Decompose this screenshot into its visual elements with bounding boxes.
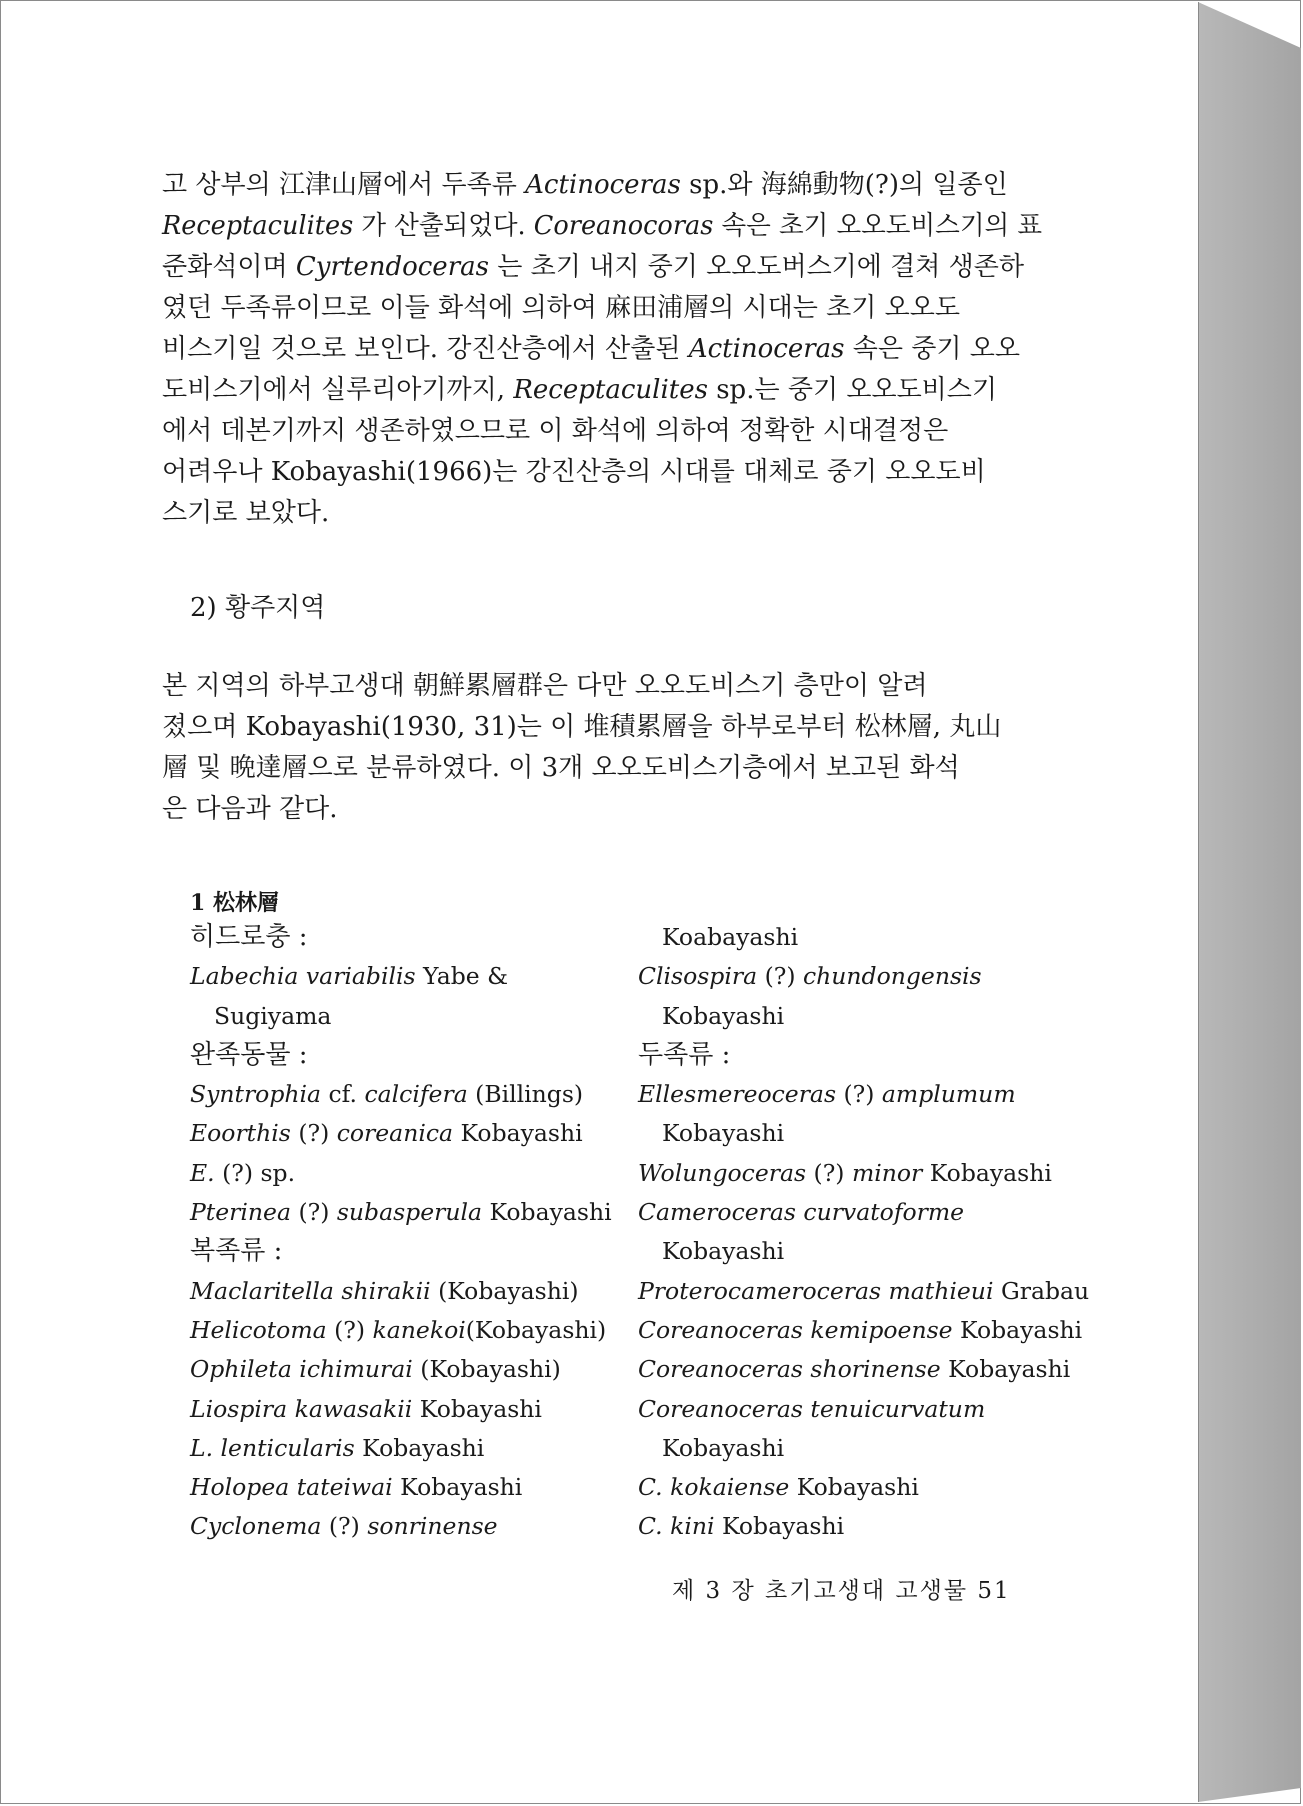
species-entry: Eoorthis (?) coreanica Kobayashi [190, 1119, 583, 1148]
species-entry: Pterinea (?) subasperula Kobayashi [190, 1198, 612, 1227]
species-entry: Holopea tateiwai Kobayashi [190, 1473, 523, 1502]
species-continuation: Kobayashi [662, 1119, 785, 1148]
intro-paragraph [162, 165, 1042, 534]
page-footer: 제 3 장 초기고생대 고생물 51 [672, 1578, 1011, 1604]
species-entry: E. (?) sp. [190, 1158, 296, 1187]
paragraph-line: 은 다음과 같다. [162, 794, 338, 824]
paragraph-line: 본 지역의 하부고생대 朝鮮累層群은 다만 오오도비스기 층만이 알려 [162, 671, 928, 701]
species-entry: Coreanoceras tenuicurvatum [638, 1394, 986, 1423]
intro-line: Receptaculites 가 산출되었다. Coreanocoras 속은 초기 오오도비스기의 표 [162, 211, 1042, 241]
page-stack-edge [1198, 2, 1301, 1802]
fossil-list-right [638, 918, 1089, 1547]
species-entry: Cyclonema (?) sonrinense [190, 1512, 498, 1541]
species-continuation: Koabayashi [662, 923, 799, 951]
category-heading: 두족류 : [638, 1039, 731, 1070]
intro-line: 준화석이며 Cyrtendoceras 는 초기 내지 중기 오오도버스기에 결쳐 생존하 [162, 252, 1025, 282]
species-entry: Ophileta ichimurai (Kobayashi) [190, 1355, 561, 1384]
intro-line: 에서 데본기까지 생존하였으므로 이 화석에 의하여 정확한 시대결정은 [162, 416, 949, 446]
intro-line: 비스기일 것으로 보인다. 강진산층에서 산출된 Actinoceras 속은 중기 오오 [162, 334, 1021, 364]
intro-line: 였던 두족류이므로 이들 화석에 의하여 麻田浦層의 시대는 초기 오오도 [162, 293, 961, 323]
species-continuation: Sugiyama [214, 1001, 332, 1030]
species-entry: Wolungoceras (?) minor Kobayashi [638, 1158, 1052, 1187]
species-entry: Syntrophia cf. calcifera (Billings) [190, 1080, 584, 1109]
species-continuation: Kobayashi [662, 1237, 785, 1266]
intro-line: 고 상부의 江津山層에서 두족류 Actinoceras sp.와 海綿動物(?)의 일종인 [162, 170, 1008, 200]
species-entry: Liospira kawasakii Kobayashi [190, 1394, 542, 1423]
species-entry: Clisospira (?) chundongensis [638, 962, 982, 991]
fossil-list-left [190, 918, 612, 1547]
list-heading: 1 松林層 [190, 890, 279, 916]
intro-line: 스기로 보았다. [162, 498, 330, 528]
paragraph-line: 層 및 晩達層으로 분류하였다. 이 3개 오오도비스기층에서 보고된 화석 [162, 753, 960, 783]
category-heading: 완족동물 : [190, 1039, 308, 1070]
species-entry: C. kokaiense Kobayashi [638, 1473, 919, 1502]
species-entry: Ellesmereoceras (?) amplumum [638, 1080, 1016, 1109]
section-title: 2) 황주지역 [190, 593, 326, 623]
species-entry: C. kini Kobayashi [638, 1512, 845, 1541]
intro-line: 어려우나 Kobayashi(1966)는 강진산층의 시대를 대체로 중기 오오도비 [162, 457, 986, 487]
paragraph-line: 졌으며 Kobayashi(1930, 31)는 이 堆積累層을 하부로부터 松林層, 丸山 [162, 712, 1002, 742]
species-entry: Labechia variabilis Yabe & [190, 962, 509, 991]
species-entry: Helicotoma (?) kanekoi(Kobayashi) [190, 1315, 607, 1344]
species-entry: Coreanoceras kemipoense Kobayashi [638, 1315, 1083, 1344]
species-entry: Proterocameroceras mathieui Grabau [638, 1276, 1090, 1305]
species-entry: Cameroceras curvatoforme [638, 1198, 965, 1227]
species-entry: Coreanoceras shorinense Kobayashi [638, 1355, 1071, 1384]
species-continuation: Kobayashi [662, 1001, 785, 1030]
category-heading: 히드로충 : [190, 922, 308, 952]
intro-line: 도비스기에서 실루리아기까지, Receptaculites sp.는 중기 오오도비스기 [162, 375, 998, 405]
category-heading: 복족류 : [190, 1236, 283, 1267]
paragraph-hwangju [162, 666, 1042, 830]
species-entry: Maclaritella shirakii (Kobayashi) [190, 1276, 579, 1305]
species-continuation: Kobayashi [662, 1433, 785, 1462]
species-entry: L. lenticularis Kobayashi [190, 1433, 485, 1462]
